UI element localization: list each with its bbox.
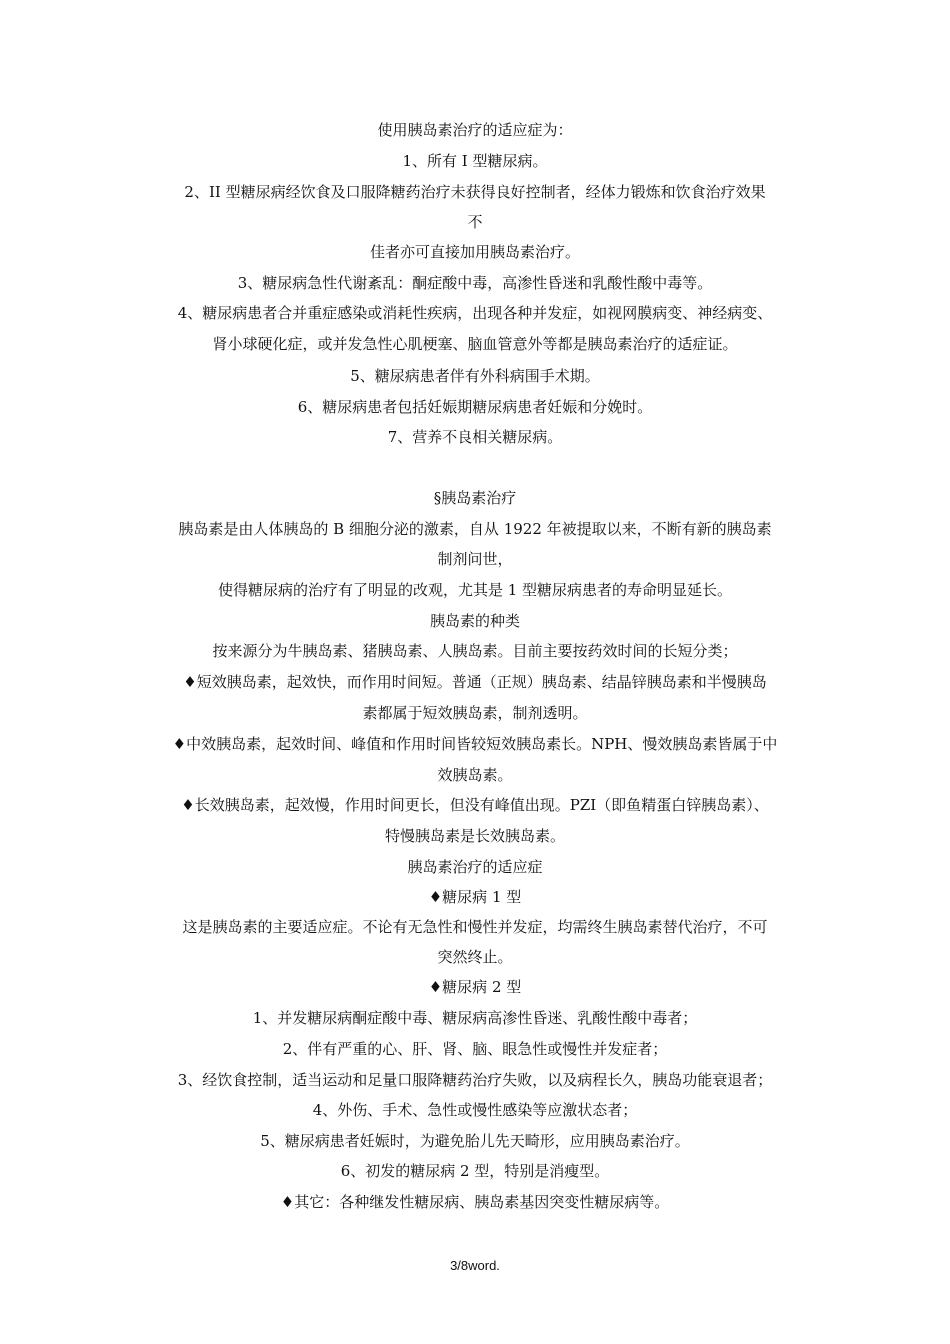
intermediate-acting-item-cont: 效胰岛素。 (437, 766, 513, 784)
indication-item-3: 3、糖尿病急性代谢紊乱：酮症酸中毒，高渗性昏迷和乳酸性酸中毒等。 (237, 274, 713, 292)
long-acting-item: ♦长效胰岛素，起效慢，作用时间更长，但没有峰值出现。PZI（即鱼精蛋白锌胰岛素）、 (181, 796, 769, 814)
intermediate-acting-item: ♦中效胰岛素，起效时间、峰值和作用时间皆较短效胰岛素长。NPH、慢效胰岛素皆属于中 (172, 735, 778, 753)
short-acting-item-cont: 素都属于短效胰岛素，制剂透明。 (362, 704, 588, 722)
intro-paragraph-cont: 使得糖尿病的治疗有了明显的改观，尤其是 1 型糖尿病患者的寿命明显延长。 (217, 581, 733, 599)
type1-paragraph: 这是胰岛素的主要适应症。不论有无急性和慢性并发症，均需终生胰岛素替代治疗，不可 (182, 918, 768, 936)
types-intro: 按来源分为牛胰岛素、猪胰岛素、人胰岛素。目前主要按药效时间的长短分类； (212, 642, 738, 660)
type1-paragraph-cont: 突然终止。 (437, 948, 513, 966)
type2-item-4: 4、外伤、手术、急性或慢性感染等应激状态者； (312, 1101, 638, 1119)
short-acting-item: ♦短效胰岛素，起效快，而作用时间短。普通（正规）胰岛素、结晶锌胰岛素和半慢胰岛 (183, 673, 767, 691)
indication-item-5: 5、糖尿病患者伴有外科病围手术期。 (350, 367, 600, 385)
type2-item-2: 2、伴有严重的心、肝、肾、脑、眼急性或慢性并发症者； (282, 1040, 668, 1058)
types-heading: 胰岛素的种类 (429, 612, 520, 630)
indication-item-1: 1、所有 I 型糖尿病。 (402, 152, 548, 170)
section-heading: §胰岛素治疗 (433, 489, 517, 507)
long-acting-item-cont: 特慢胰岛素是长效胰岛素。 (384, 827, 565, 845)
indication-item-6: 6、糖尿病患者包括妊娠期糖尿病患者妊娠和分娩时。 (297, 398, 653, 416)
treatment-indications-heading: 胰岛素治疗的适应症 (407, 858, 543, 876)
page-footer: 3/8word. (450, 1258, 500, 1273)
type2-item-3: 3、经饮食控制，适当运动和足量口服降糖药治疗失败，以及病程长久，胰岛功能衰退者； (177, 1071, 773, 1089)
type2-item-6: 6、初发的糖尿病 2 型，特别是消瘦型。 (340, 1162, 610, 1180)
type2-item-5: 5、糖尿病患者妊娠时，为避免胎儿先天畸形，应用胰岛素治疗。 (260, 1132, 690, 1150)
other-item: ♦其它：各种继发性糖尿病、胰岛素基因突变性糖尿病等。 (280, 1193, 670, 1211)
indication-heading: 使用胰岛素治疗的适应症为： (377, 121, 573, 139)
type2-item-1: 1、并发糖尿病酮症酸中毒、糖尿病高渗性昏迷、乳酸性酸中毒者； (252, 1009, 698, 1027)
indication-item-4-cont: 肾小球硬化症，或并发急性心肌梗塞、脑血管意外等都是胰岛素治疗的适症证。 (212, 335, 738, 353)
indication-item-2: 2、II 型糖尿病经饮食及口服降糖药治疗未获得良好控制者，经体力锻炼和饮食治疗效果 (184, 183, 766, 201)
type1-heading: ♦糖尿病 1 型 (428, 888, 522, 906)
type2-heading: ♦糖尿病 2 型 (428, 978, 522, 996)
indication-item-2-cont: 佳者亦可直接加用胰岛素治疗。 (369, 243, 580, 261)
indication-item-7: 7、营养不良相关糖尿病。 (387, 428, 563, 446)
indication-item-4: 4、糖尿病患者合并重症感染或消耗性疾病，出现各种并发症，如视网膜病变、神经病变、 (177, 304, 773, 322)
intro-paragraph: 胰岛素是由人体胰岛的 B 细胞分泌的激素，自从 1922 年被提取以来，不断有新的胰岛素 (178, 520, 772, 538)
intro-paragraph-wrap: 制剂问世， (437, 550, 513, 568)
indication-item-2-wrap: 不 (467, 213, 483, 231)
